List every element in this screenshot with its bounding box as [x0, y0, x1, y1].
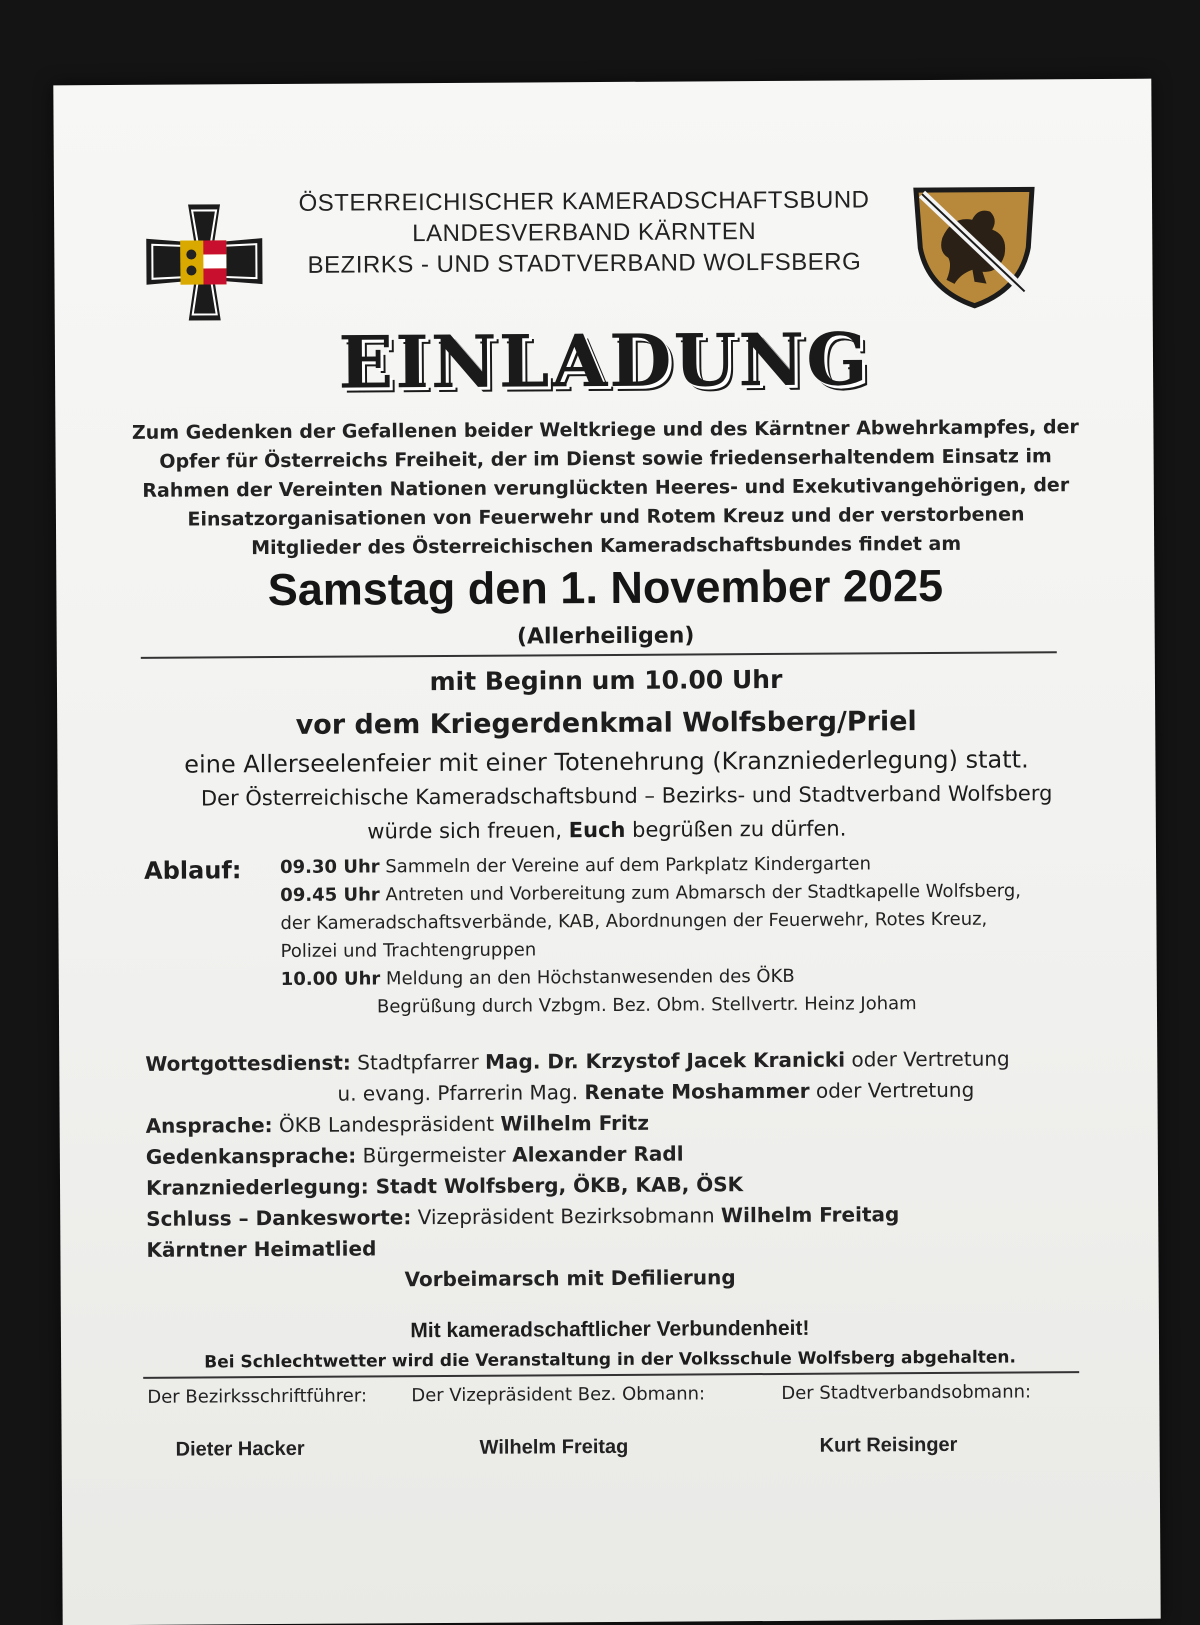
signature-name: Kurt Reisinger	[819, 1433, 958, 1457]
schedule-item: Polizei und Trachtengruppen	[280, 939, 537, 962]
lion-shield-icon	[912, 185, 1037, 310]
schedule-text: Sammeln der Vereine auf dem Parkplatz Kindergarten	[379, 853, 872, 878]
schedule-text: Meldung an den Höchstanwesenden des ÖKB	[380, 965, 795, 990]
signature-name: Dieter Hacker	[175, 1437, 305, 1461]
welcome-text-end: begrüßen zu dürfen.	[625, 816, 847, 842]
schedule-text: Antreten und Vorbereitung zum Abmarsch der Stadtkapelle Wolfsberg,	[379, 880, 1022, 906]
event-date: Samstag den 1. November 2025	[267, 559, 944, 616]
schedule-time: 10.00 Uhr	[280, 968, 381, 990]
page-title: EINLADUNG	[338, 316, 870, 405]
signature-name: Wilhelm Freitag	[479, 1435, 629, 1459]
program-name: Mag. Dr. Krzystof Jacek Kranicki	[485, 1047, 846, 1074]
weather-notice: Bei Schlechtwetter wird die Veranstaltung in der Volksschule Wolfsberg abgehalten.	[204, 1347, 1017, 1373]
program-name: Wilhelm Freitag	[720, 1202, 900, 1228]
program-label: Vorbeimarsch mit Defilierung	[404, 1265, 736, 1292]
signature-role: Der Vizepräsident Bez. Obmann:	[411, 1383, 706, 1407]
intro-paragraph	[115, 413, 1096, 564]
holiday-label: (Allerheiligen)	[516, 623, 695, 650]
invitation-sheet	[53, 79, 1160, 1625]
header-line-3: BEZIRKS - UND STADTVERBAND WOLFSBERG	[307, 248, 862, 279]
program-label: Kärntner Heimatlied	[146, 1236, 377, 1262]
program-text: ÖKB Landespräsident	[272, 1111, 501, 1138]
program-label: Wortgottesdienst:	[145, 1050, 351, 1076]
cross-emblem-icon	[142, 202, 267, 323]
closing-greeting: Mit kameradschaftlicher Verbundenheit!	[410, 1316, 810, 1343]
schedule-time: 09.30 Uhr	[280, 856, 380, 878]
divider	[141, 651, 1057, 659]
header-line-1: ÖSTERREICHISCHER KAMERADSCHAFTSBUND	[298, 186, 870, 217]
program-text: Stadtpfarrer	[350, 1049, 486, 1075]
signature-role: Der Stadtverbandsobmann:	[781, 1381, 1032, 1404]
program-name: Renate Moshammer	[584, 1078, 810, 1105]
program-name: Alexander Radl	[512, 1141, 684, 1167]
program-label: Gedenkansprache:	[145, 1143, 357, 1169]
welcome-line-2	[58, 815, 1156, 846]
program-list	[145, 1043, 1086, 1297]
signature-role: Der Bezirksschriftführer:	[147, 1385, 368, 1408]
intro-line: Rahmen der Vereinten Nationen verunglückten Heeres- und Exekutivangehörigen, der	[142, 474, 1070, 502]
event-location: vor dem Kriegerdenkmal Wolfsberg/Priel	[295, 706, 917, 741]
program-item	[147, 1260, 1087, 1297]
welcome-emphasis: Euch	[568, 817, 626, 843]
program-text: Vizepräsident Bezirksobmann	[411, 1203, 722, 1230]
intro-line: Zum Gedenken der Gefallenen beider Weltkriege und des Kärntner Abwehrkampfes, der	[131, 416, 1079, 444]
program-text: oder Vertretung	[809, 1077, 975, 1103]
program-name: Wilhelm Fritz	[500, 1110, 650, 1136]
schedule-time: 09.45 Uhr	[280, 884, 380, 906]
welcome-text: würde sich freuen,	[367, 818, 569, 844]
program-label: Ansprache:	[145, 1113, 273, 1138]
program-text: Bürgermeister	[356, 1142, 513, 1168]
program-item	[145, 1074, 1085, 1111]
program-label: Kranzniederlegung: Stadt Wolfsberg, ÖKB, KAB, ÖSK	[145, 1172, 744, 1200]
schedule-label: Ablauf:	[144, 856, 242, 885]
welcome-line-1: Der Österreichische Kameradschaftsbund – Bezirks- und Stadtverband Wolfsberg	[200, 781, 1053, 811]
divider	[143, 1371, 1079, 1379]
intro-line: Einsatzorganisationen von Feuerwehr und Rotem Kreuz und der verstorbenen	[187, 503, 1025, 531]
intro-line: Opfer für Österreichs Freiheit, der im Dienst sowie friedenserhaltendem Einsatz im	[159, 445, 1052, 473]
header-organization	[284, 184, 885, 281]
schedule-item: Begrüßung durch Vzbgm. Bez. Obm. Stellvertr. Heinz Joham	[376, 993, 917, 1018]
schedule-item: der Kameradschaftsverbände, KAB, Abordnungen der Feuerwehr, Rotes Kreuz,	[280, 908, 988, 934]
program-text: u. evang. Pfarrerin Mag.	[337, 1080, 585, 1106]
event-description: eine Allerseelenfeier mit einer Totenehrung (Kranzniederlegung) statt.	[184, 745, 1029, 779]
header-line-2: LANDESVERBAND KÄRNTEN	[412, 218, 757, 248]
schedule-list	[280, 849, 1081, 1022]
program-text: oder Vertretung	[844, 1046, 1010, 1072]
program-label: Schluss – Dankesworte:	[146, 1205, 412, 1231]
start-time: mit Beginn um 10.00 Uhr	[429, 664, 783, 697]
intro-line: Mitglieder des Österreichischen Kameradschaftsbundes findet am	[251, 532, 962, 560]
